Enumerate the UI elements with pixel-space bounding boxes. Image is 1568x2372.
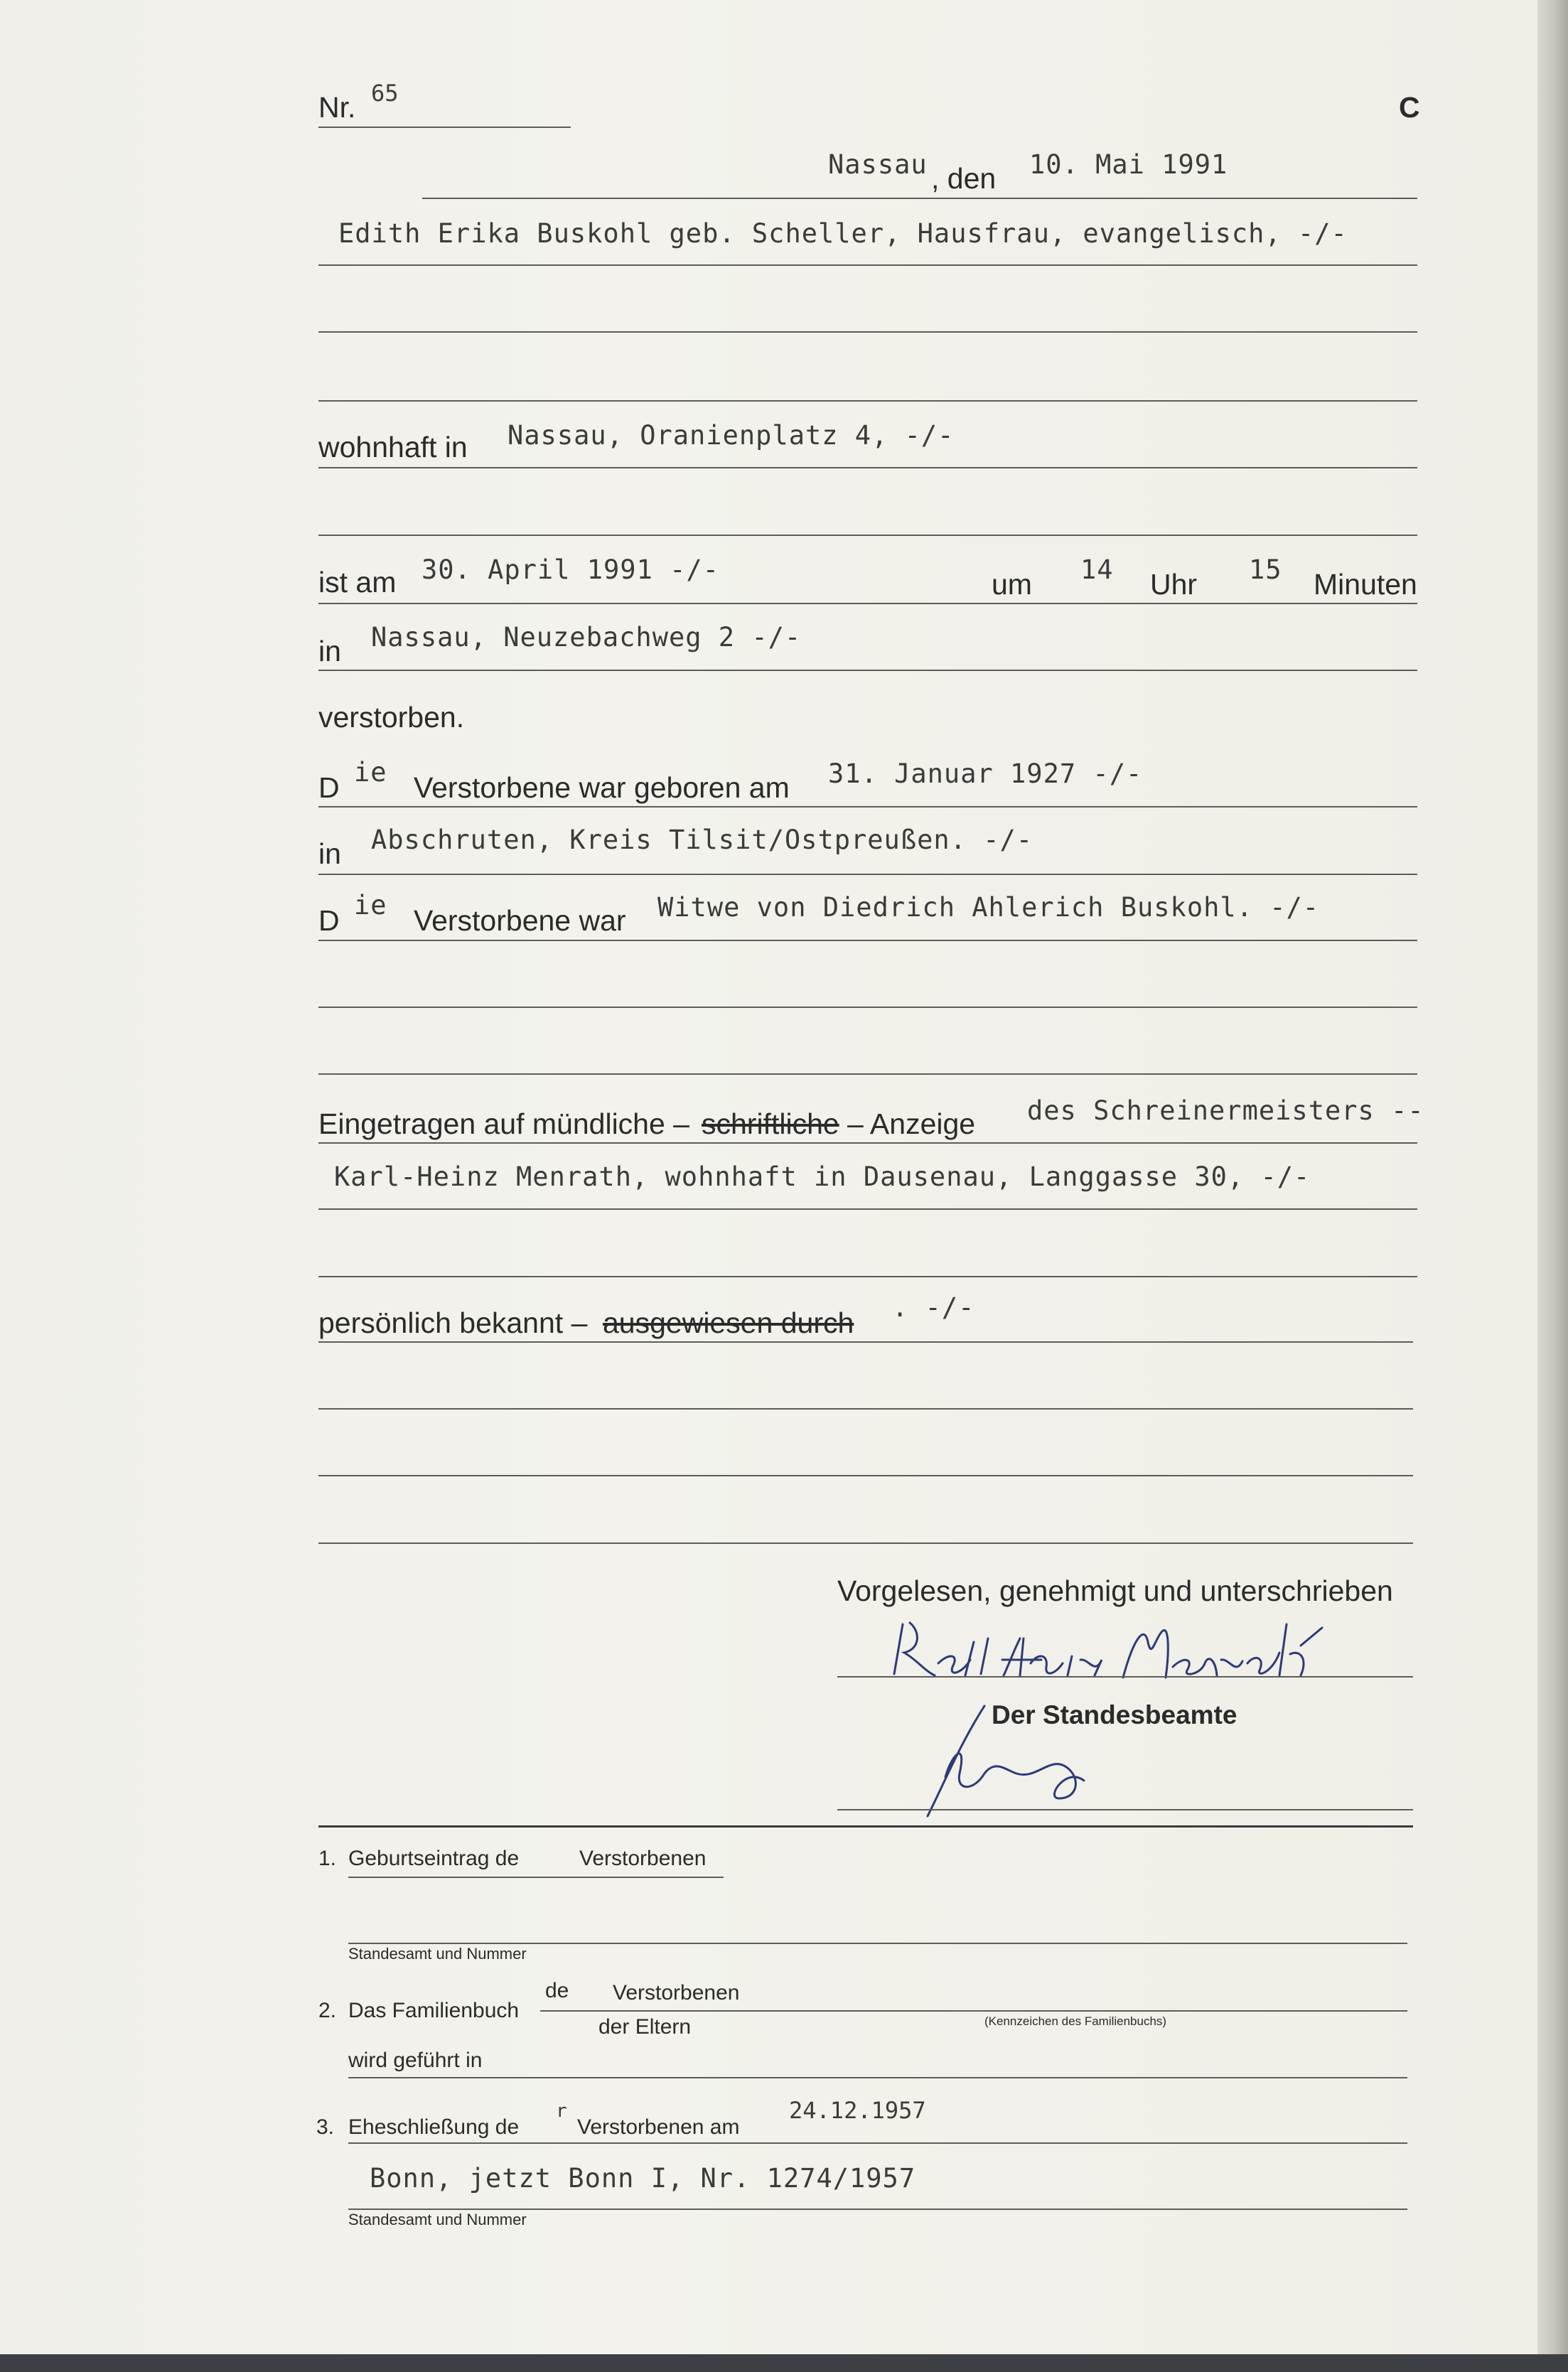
gefuehrt-underline bbox=[348, 2077, 1407, 2078]
letter-c: C bbox=[1399, 91, 1420, 124]
verstorben-label: verstorben. bbox=[318, 701, 465, 734]
item3-label: Eheschließung de bbox=[348, 2115, 520, 2139]
in-label: in bbox=[318, 635, 341, 667]
item2-underline bbox=[540, 2010, 1407, 2012]
nr-value: 65 bbox=[371, 80, 399, 107]
um-label: um bbox=[992, 568, 1032, 601]
informant-signature-line bbox=[837, 1676, 1413, 1678]
informant-line2: Karl-Heinz Menrath, wohnhaft in Dausenau, Langgasse 30, -/- bbox=[334, 1161, 1311, 1192]
uhr-label: Uhr bbox=[1150, 568, 1198, 601]
death-date: 30. April 1991 -/- bbox=[421, 554, 719, 585]
registrar-signature-line bbox=[837, 1809, 1413, 1810]
blank-line-8 bbox=[318, 1475, 1413, 1476]
registrar-signature-drawing bbox=[903, 1702, 1187, 1823]
date-underline bbox=[422, 198, 1417, 199]
blank-line-6 bbox=[318, 1276, 1417, 1277]
informant-line1: des Schreinermeisters -- bbox=[1027, 1095, 1424, 1126]
section-divider bbox=[318, 1825, 1413, 1828]
marriage-place: Bonn, jetzt Bonn I, Nr. 1274/1957 bbox=[370, 2163, 916, 2194]
book-spine bbox=[1537, 0, 1568, 2372]
bekannt-underline bbox=[318, 1341, 1413, 1343]
in2-label: in bbox=[318, 837, 341, 870]
birth-place: Abschruten, Kreis Tilsit/Ostpreußen. -/- bbox=[371, 825, 1033, 855]
wohnhaft-value: Nassau, Oranienplatz 4, -/- bbox=[508, 420, 955, 451]
ist-am-label: ist am bbox=[318, 566, 397, 599]
birth-place-underline bbox=[318, 874, 1417, 875]
item1-label: Geburtseintrag de bbox=[348, 1847, 520, 1870]
d1-prefix: D bbox=[318, 771, 340, 804]
death-minute: 15 bbox=[1249, 554, 1282, 585]
item1-standesamt-line bbox=[348, 1943, 1407, 1944]
item2-label: Das Familienbuch bbox=[348, 1999, 520, 2022]
item2-verstorbenen: Verstorbenen bbox=[613, 1981, 740, 2005]
status-underline bbox=[318, 940, 1417, 941]
anzeige-label: – Anzeige bbox=[847, 1107, 976, 1140]
eingetragen-label: Eingetragen auf mündliche – bbox=[318, 1107, 689, 1140]
item1-num: 1. bbox=[318, 1847, 337, 1870]
wohnhaft-underline bbox=[318, 467, 1417, 468]
standesamt-label: Standesamt und Nummer bbox=[348, 1945, 527, 1963]
bottom-edge bbox=[0, 2354, 1568, 2372]
death-hour: 14 bbox=[1080, 554, 1114, 585]
standesbeamte-label: Der Standesbeamte bbox=[992, 1700, 1237, 1729]
marital-status: Witwe von Diedrich Ahlerich Buskohl. -/- bbox=[657, 892, 1320, 923]
item3-underline bbox=[348, 2142, 1407, 2144]
blank-line-7 bbox=[318, 1408, 1413, 1410]
d1-ie: ie bbox=[354, 757, 387, 788]
ist-am-underline bbox=[318, 603, 1417, 604]
death-place: Nassau, Neuzebachweg 2 -/- bbox=[371, 622, 802, 653]
nr-underline bbox=[318, 127, 571, 128]
item2-eltern: der Eltern bbox=[598, 2015, 692, 2039]
marriage-date: 24.12.1957 bbox=[789, 2097, 926, 2124]
standesamt-label-2: Standesamt und Nummer bbox=[348, 2211, 527, 2228]
blank-line-1 bbox=[318, 331, 1417, 333]
item2-num: 2. bbox=[318, 1999, 337, 2022]
item2-de: de bbox=[545, 1979, 569, 2002]
birth-date-underline bbox=[318, 806, 1417, 807]
blank-line-5 bbox=[318, 1073, 1417, 1075]
death-place-underline bbox=[318, 670, 1417, 671]
deceased-name: Edith Erika Buskohl geb. Scheller, Hausfrau, evangelisch, -/- bbox=[338, 218, 1348, 249]
war-label: Verstorbene war bbox=[414, 904, 626, 937]
vorgelesen-label: Vorgelesen, genehmigt und unterschrieben bbox=[837, 1574, 1393, 1607]
eingetragen-underline bbox=[318, 1142, 1417, 1144]
blank-line-3 bbox=[318, 535, 1417, 536]
schriftliche-label: schriftliche bbox=[702, 1107, 839, 1140]
ausgewiesen-label: ausgewiesen durch bbox=[603, 1306, 854, 1339]
informant-underline bbox=[318, 1208, 1417, 1210]
document-date: 10. Mai 1991 bbox=[1029, 149, 1228, 180]
bekannt-label: persönlich bekannt – bbox=[318, 1306, 588, 1339]
item3-r: r bbox=[556, 2100, 567, 2122]
minuten-label: Minuten bbox=[1314, 568, 1417, 601]
nr-label: Nr. bbox=[318, 91, 356, 124]
blank-line-2 bbox=[318, 400, 1417, 402]
item3-verstorbenen-am: Verstorbenen am bbox=[577, 2115, 740, 2139]
item1-underline bbox=[348, 1877, 724, 1878]
marriage-place-underline bbox=[348, 2209, 1407, 2210]
den-label: , den bbox=[931, 162, 997, 195]
item1-value: Verstorbenen bbox=[579, 1847, 707, 1870]
gefuehrt-label: wird geführt in bbox=[348, 2049, 483, 2072]
name-underline bbox=[318, 264, 1417, 266]
bekannt-value: . -/- bbox=[892, 1292, 975, 1323]
item3-num: 3. bbox=[316, 2115, 335, 2139]
geboren-label: Verstorbene war geboren am bbox=[414, 771, 790, 804]
kennzeichen-label: (Kennzeichen des Familienbuchs) bbox=[984, 2014, 1167, 2028]
wohnhaft-label: wohnhaft in bbox=[318, 431, 468, 463]
blank-line-9 bbox=[318, 1542, 1413, 1544]
d2-ie: ie bbox=[354, 890, 387, 921]
blank-line-4 bbox=[318, 1007, 1417, 1008]
place: Nassau bbox=[828, 149, 928, 180]
birth-date: 31. Januar 1927 -/- bbox=[828, 758, 1143, 789]
registrar-signature bbox=[903, 1702, 1187, 1823]
d2-prefix: D bbox=[318, 904, 340, 937]
